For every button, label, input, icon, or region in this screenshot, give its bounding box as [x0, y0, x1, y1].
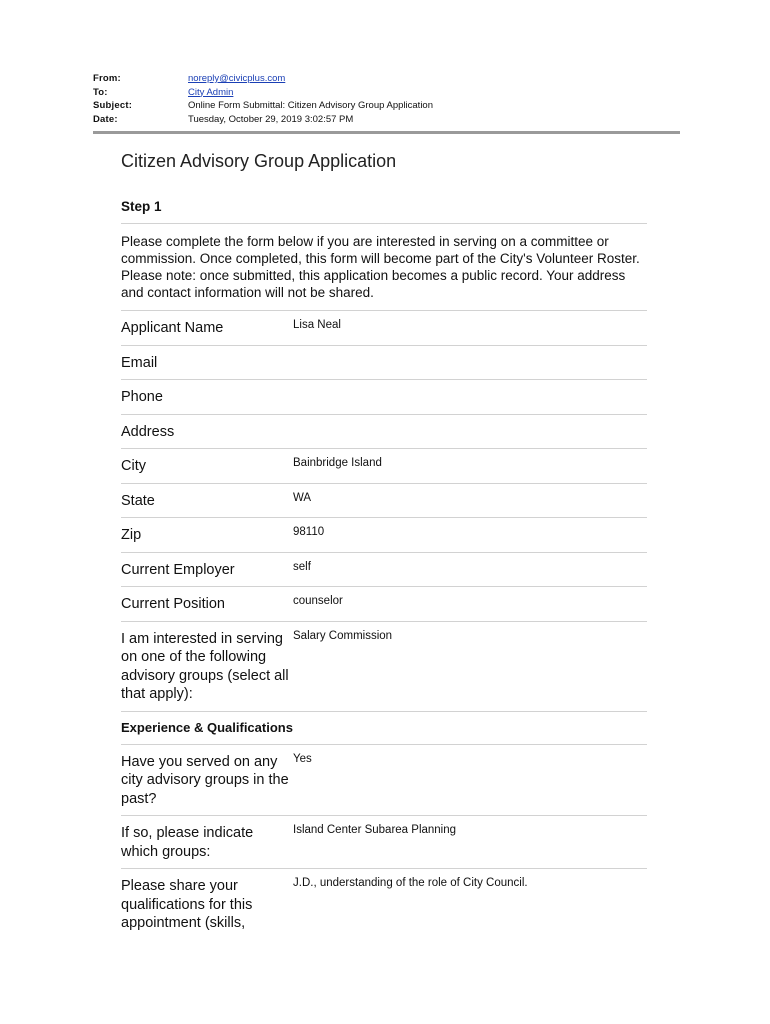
date-row: [93, 113, 433, 127]
from-email-link[interactable]: noreply@civicplus.com: [188, 73, 286, 84]
form-title: Citizen Advisory Group Application: [121, 151, 397, 171]
field-row: [121, 484, 647, 519]
field-row: [121, 622, 647, 712]
experience-row: [121, 745, 647, 817]
field-value: Lisa Neal: [293, 319, 341, 331]
subject-value: Online Form Submittal: Citizen Advisory Group Application: [188, 100, 433, 111]
field-row: [121, 346, 647, 381]
field-label: State: [121, 492, 155, 509]
field-value: 98110: [293, 526, 325, 538]
field-label: I am interested in serving on one of the following advisory groups (select all that apply):: [121, 630, 289, 702]
field-value: Bainbridge Island: [293, 457, 382, 469]
field-value: Yes: [293, 752, 312, 765]
date-label: Date:: [93, 113, 118, 125]
field-row: [121, 415, 647, 450]
field-row: [121, 587, 647, 622]
experience-row: [121, 816, 647, 869]
field-row: [121, 449, 647, 484]
to-row: [93, 86, 433, 100]
email-header: [93, 72, 433, 126]
field-row: [121, 553, 647, 588]
from-label: From:: [93, 73, 121, 84]
field-value: J.D., understanding of the role of City Council.: [293, 877, 528, 889]
form-content: [121, 148, 647, 940]
field-label: Phone: [121, 389, 163, 405]
field-value: [293, 380, 647, 414]
header-divider: [93, 131, 680, 134]
field-label: City: [121, 458, 146, 474]
field-value: [293, 346, 647, 380]
field-label: Have you served on any city advisory groups in the past?: [121, 753, 289, 807]
field-row: [121, 518, 647, 553]
field-label: Applicant Name: [121, 320, 224, 336]
field-label: Current Employer: [121, 561, 235, 578]
field-row: [121, 380, 647, 415]
experience-row: [121, 869, 647, 940]
field-label: Please share your qualifications for this appointment (skills,: [121, 878, 253, 931]
step-heading: Step 1: [121, 198, 647, 224]
field-value: counselor: [293, 595, 343, 607]
field-label: If so, please indicate which groups:: [121, 825, 254, 860]
field-label: Address: [121, 423, 175, 440]
field-value: self: [293, 560, 311, 573]
field-value: Island Center Subarea Planning: [293, 824, 457, 836]
form-intro: Please complete the form below if you are interested in serving on a committee or commission. Once completed, this form will become part of the City's Volunteer Roster. Please note: once submitted, this application becomes a public record. Your address and contact information will not be shared.: [121, 224, 647, 311]
field-value: Salary Commission: [293, 629, 393, 642]
field-label: Zip: [121, 527, 142, 543]
subject-label: Subject:: [93, 100, 133, 111]
to-recipient-link[interactable]: City Admin: [188, 86, 234, 98]
field-label: Current Position: [121, 596, 225, 612]
date-value: Tuesday, October 29, 2019 3:02:57 PM: [188, 113, 354, 125]
subject-row: [93, 99, 433, 113]
section-heading: Experience & Qualifications: [121, 712, 647, 745]
field-value: [293, 415, 647, 449]
field-label: Email: [121, 354, 158, 371]
field-value: WA: [293, 491, 312, 504]
from-row: [93, 72, 433, 86]
field-row: [121, 311, 647, 346]
to-label: To:: [93, 86, 108, 98]
